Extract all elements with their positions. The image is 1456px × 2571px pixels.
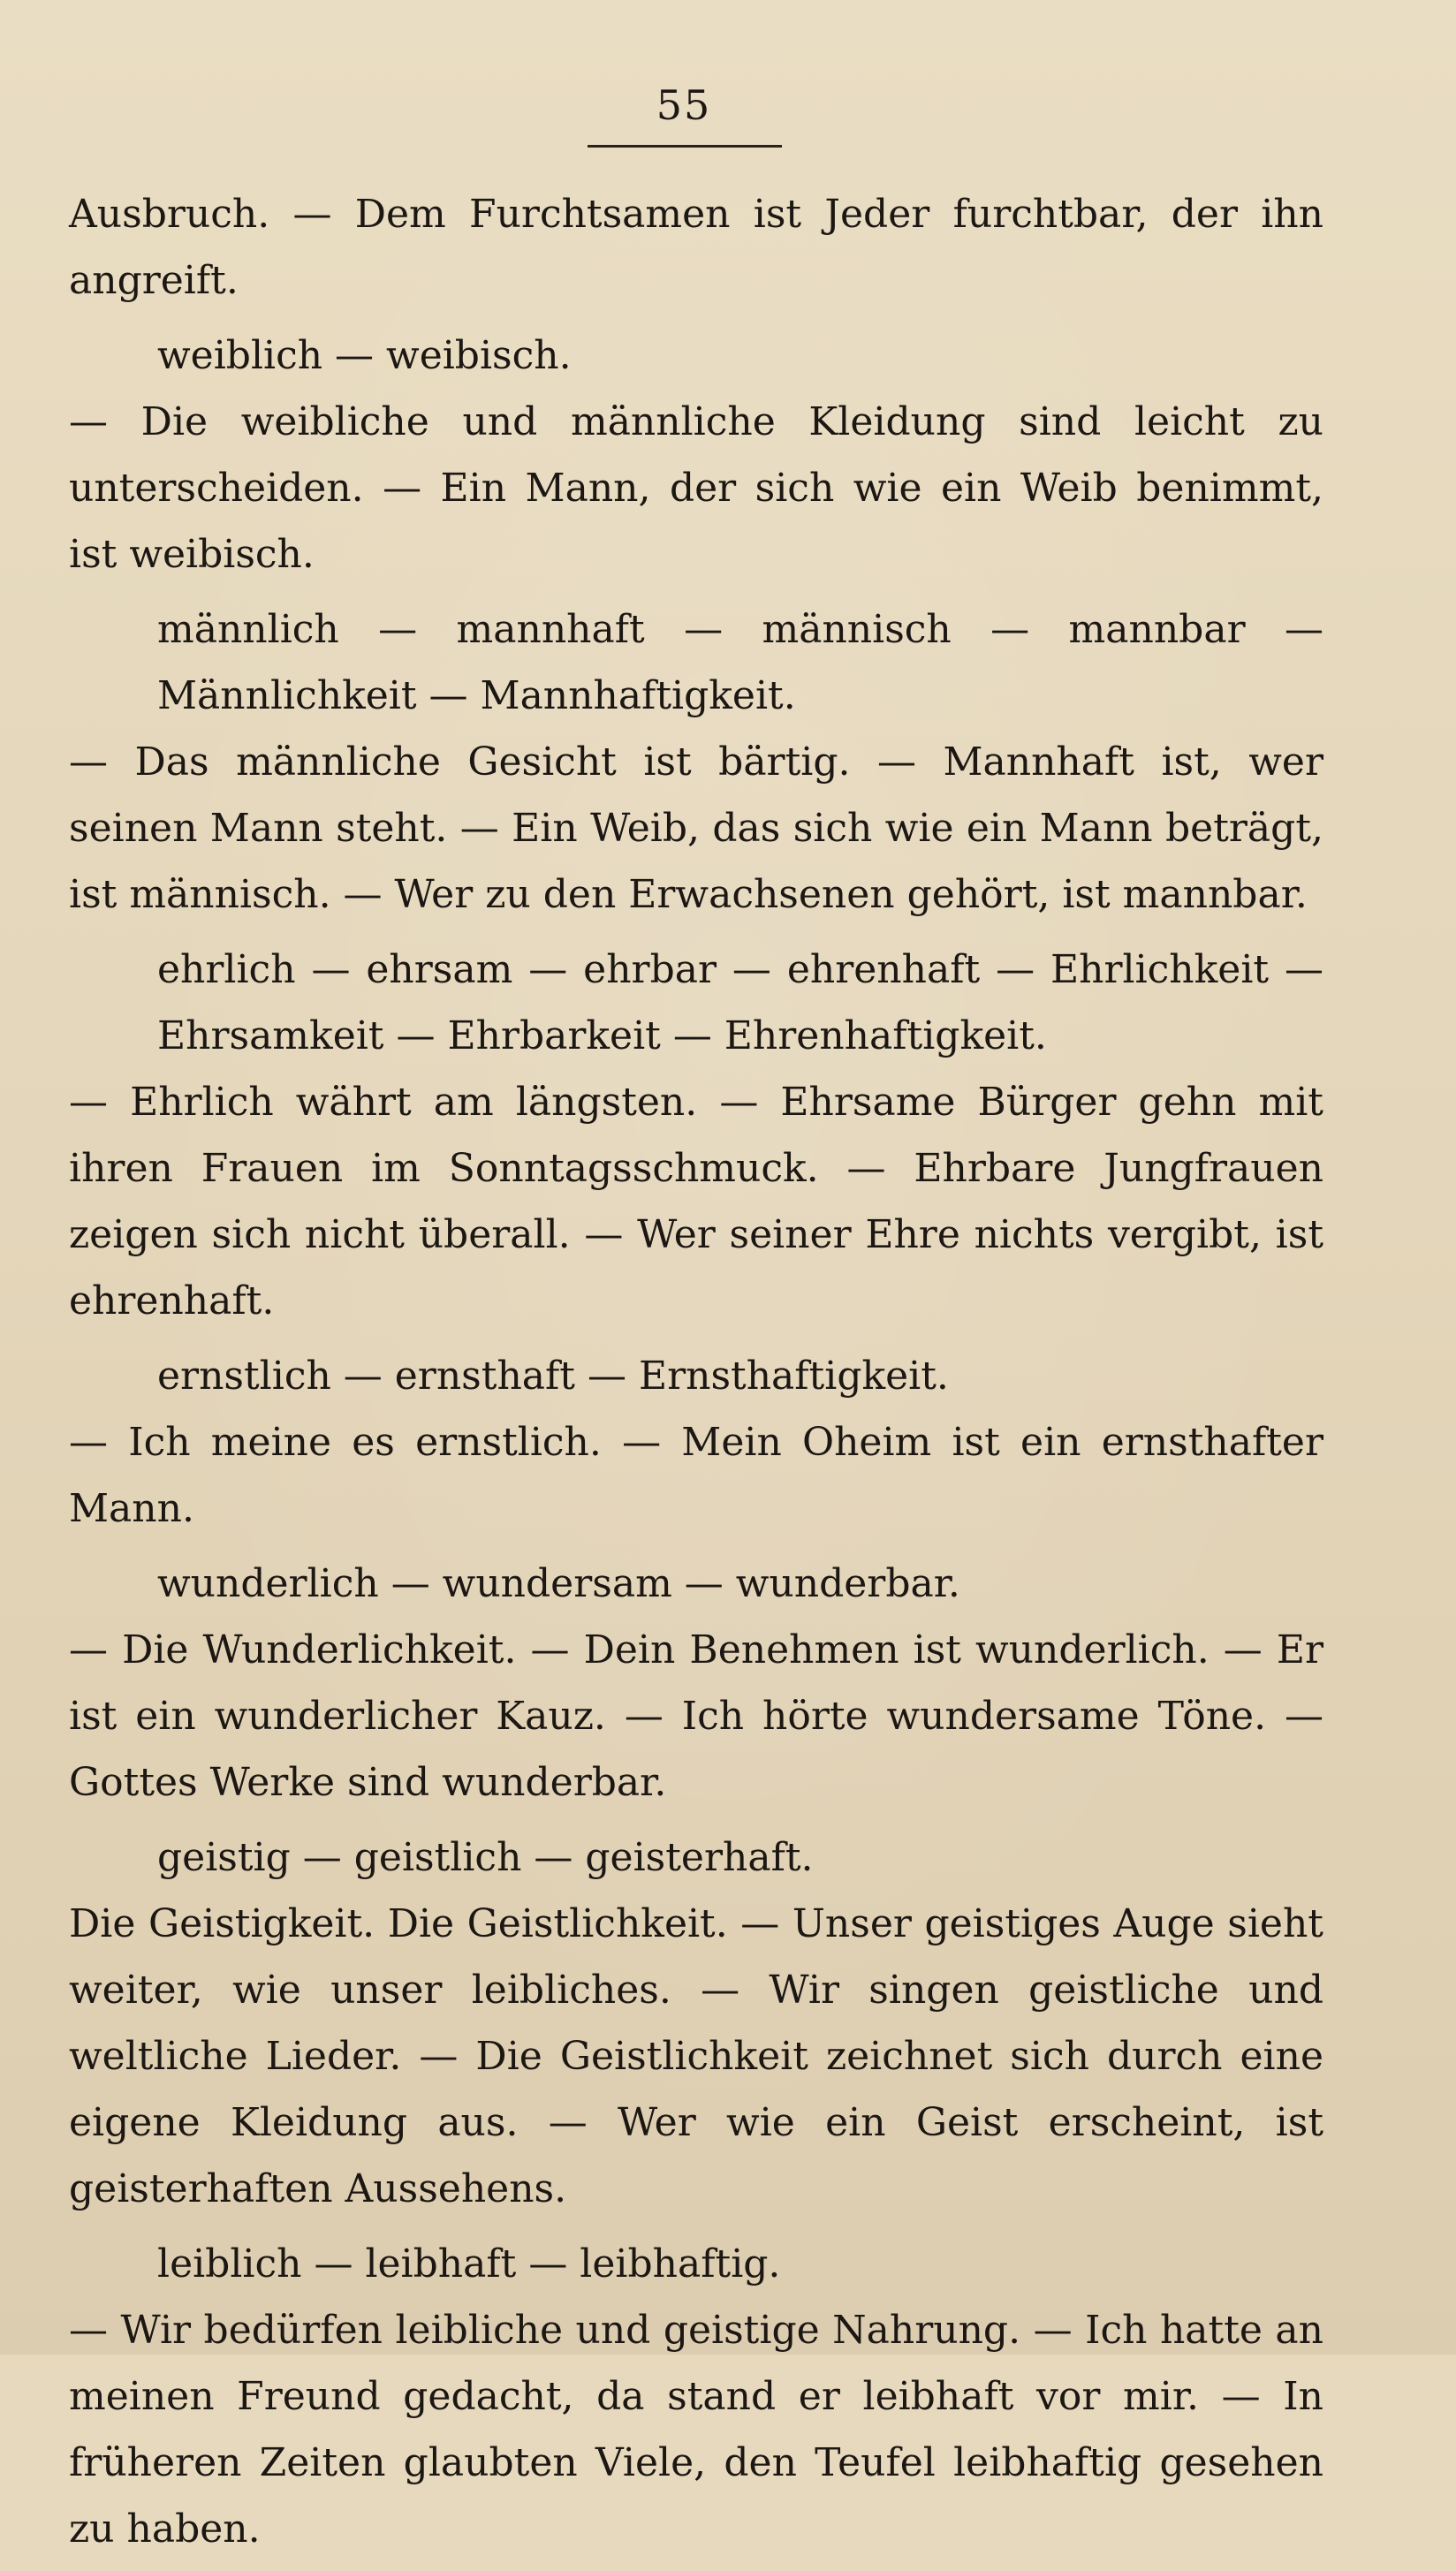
paragraph-weiblich xyxy=(69,322,1323,588)
paragraph-ehrlich xyxy=(69,937,1323,1334)
paragraph-leiblich xyxy=(69,2231,1323,2562)
header-rule xyxy=(588,145,782,148)
paragraph-continuation xyxy=(69,181,1323,314)
paragraph-text: — Das männliche Gesicht ist bärtig. — Mannhaft ist, wer seinen Mann steht. — Ein Weib, das sich wie ein Mann beträgt, ist männisch. — Wer zu den Erwachsenen gehört, ist mannbar. xyxy=(69,739,1323,917)
paragraph-geistig xyxy=(69,1824,1323,2222)
entry-heading: geistig — geistlich — geisterhaft. xyxy=(157,1835,814,1880)
paragraph-text: — Die weibliche und männliche Kleidung sind leicht zu unterscheiden. — Ein Mann, der sich wie ein Weib benimmt, ist weibisch. xyxy=(69,399,1323,577)
page-number: 55 xyxy=(656,81,712,129)
paragraph-text: — Wir bedürfen leibliche und geistige Nahrung. — Ich hatte an meinen Freund gedacht, da stand er leibhaft vor mir. — In früheren Zeiten glaubten Viele, den Teufel leibhaftig gesehen zu haben. xyxy=(69,2308,1323,2552)
entry-heading: wunderlich — wundersam — wunderbar. xyxy=(157,1561,960,1606)
paragraph-ernstlich xyxy=(69,1343,1323,1542)
paragraph-text: — Die Wunderlichkeit. — Dein Benehmen ist wunderlich. — Er ist ein wunderlicher Kauz. — Ich hörte wundersame Töne. — Gottes Werke sind wunderbar. xyxy=(69,1627,1323,1805)
paragraph-text: — Ich meine es ernstlich. — Mein Oheim ist ein ernsthafter Mann. xyxy=(69,1420,1323,1531)
entry-heading: männlich — mannhaft — männisch — mannbar — Männlichkeit — Mannhaftigkeit. xyxy=(157,607,1323,718)
paragraph-wunderlich xyxy=(69,1551,1323,1816)
entry-heading: ehrlich — ehrsam — ehrbar — ehrenhaft — Ehrlichkeit — Ehrsamkeit — Ehrbarkeit — Ehrenhaftigkeit. xyxy=(157,947,1323,1058)
paragraph-text: Die Geistigkeit. Die Geistlichkeit. — Unser geistiges Auge sieht weiter, wie unser leibliches. — Wir singen geistliche und weltliche Lieder. — Die Geistlichkeit zeichnet sich durch eine eigene Kleidung aus. — Wer wie ein Geist erscheint, ist geisterhaften Aussehens. xyxy=(69,1901,1323,2211)
paragraph-text: — Ehrlich währt am längsten. — Ehrsame Bürger gehn mit ihren Frauen im Sonntagsschmuck. — Ehrbare Jungfrauen zeigen sich nicht überall. — Wer seiner Ehre nichts vergibt, ist ehrenhaft. xyxy=(69,1080,1323,1323)
entry-heading: ernstlich — ernsthaft — Ernsthaftigkeit. xyxy=(157,1354,949,1399)
page-text xyxy=(69,181,1323,2571)
paragraph-text: Ausbruch. — Dem Furchtsamen ist Jeder furchtbar, der ihn angreift. xyxy=(69,192,1323,303)
entry-heading: weiblich — weibisch. xyxy=(157,333,572,378)
entry-heading: leiblich — leibhaft — leibhaftig. xyxy=(157,2241,781,2287)
paragraph-maennlich xyxy=(69,596,1323,928)
